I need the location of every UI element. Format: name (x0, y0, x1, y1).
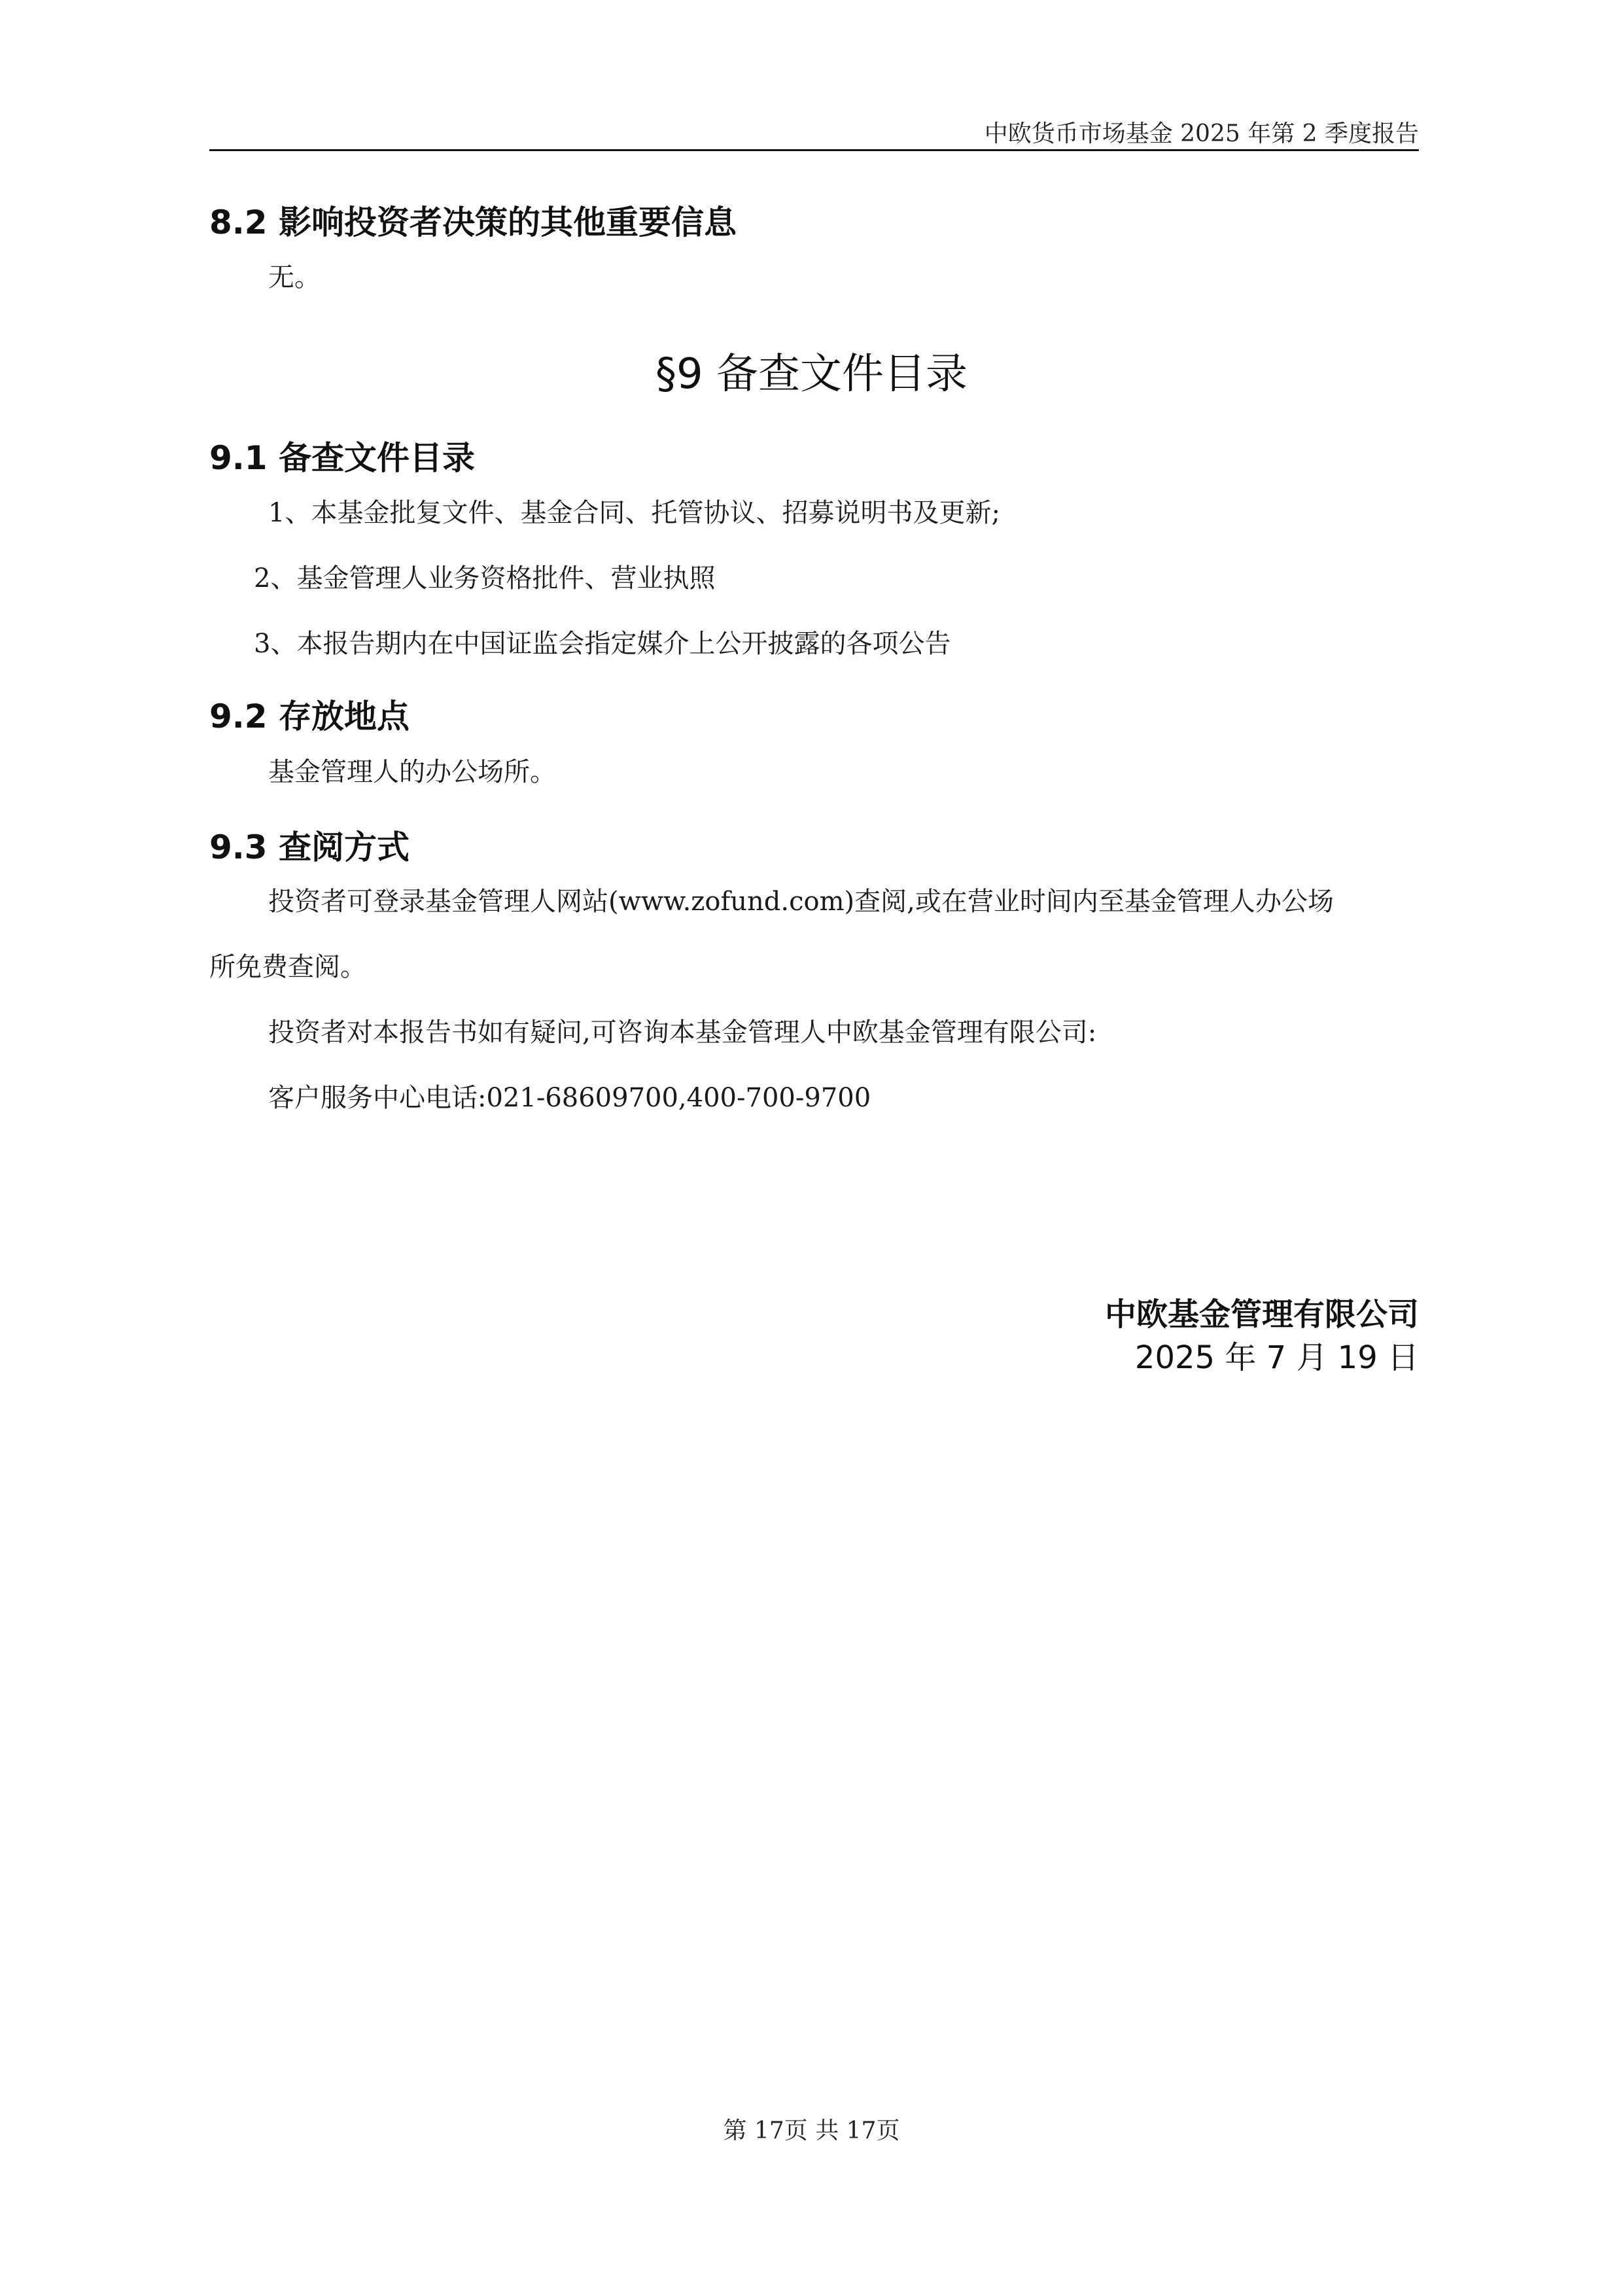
section-9-3-para1-line2: 所免费查阅。 (209, 952, 366, 982)
page-header-title: 中欧货币市场基金 2025 年第 2 季度报告 (984, 120, 1419, 147)
section-8-2-body: 无。 (268, 262, 321, 292)
signature-date: 2025 年 7 月 19 日 (1134, 1339, 1419, 1376)
section-8-2-heading: 8.2 影响投资者决策的其他重要信息 (209, 203, 737, 241)
section-9-2-heading: 9.2 存放地点 (209, 698, 410, 735)
header-divider (209, 149, 1419, 151)
section-9-3-heading: 9.3 查阅方式 (209, 828, 410, 866)
section-9-2-body: 基金管理人的办公场所。 (268, 757, 556, 787)
section-9-3-para1-line1: 投资者可登录基金管理人网站(www.zofund.com)查阅,或在营业时间内至基金管理人办公场 (268, 887, 1334, 917)
page-footer-number: 第 17页 共 17页 (723, 2117, 900, 2144)
section-9-1-heading: 9.1 备查文件目录 (209, 439, 475, 477)
chapter-9-heading: §9 备查文件目录 (655, 350, 968, 398)
section-9-3-para2: 投资者对本报告书如有疑问,可咨询本基金管理人中欧基金管理有限公司: (268, 1017, 1097, 1048)
section-9-3-para3: 客户服务中心电话:021-68609700,400-700-9700 (268, 1083, 871, 1113)
signature-company: 中欧基金管理有限公司 (1104, 1296, 1419, 1333)
section-9-1-item-2: 2、基金管理人业务资格批件、营业执照 (254, 563, 716, 593)
section-9-1-item-1: 1、本基金批复文件、基金合同、托管协议、招募说明书及更新; (268, 498, 1000, 528)
section-9-1-item-3: 3、本报告期内在中国证监会指定媒介上公开披露的各项公告 (254, 629, 951, 659)
